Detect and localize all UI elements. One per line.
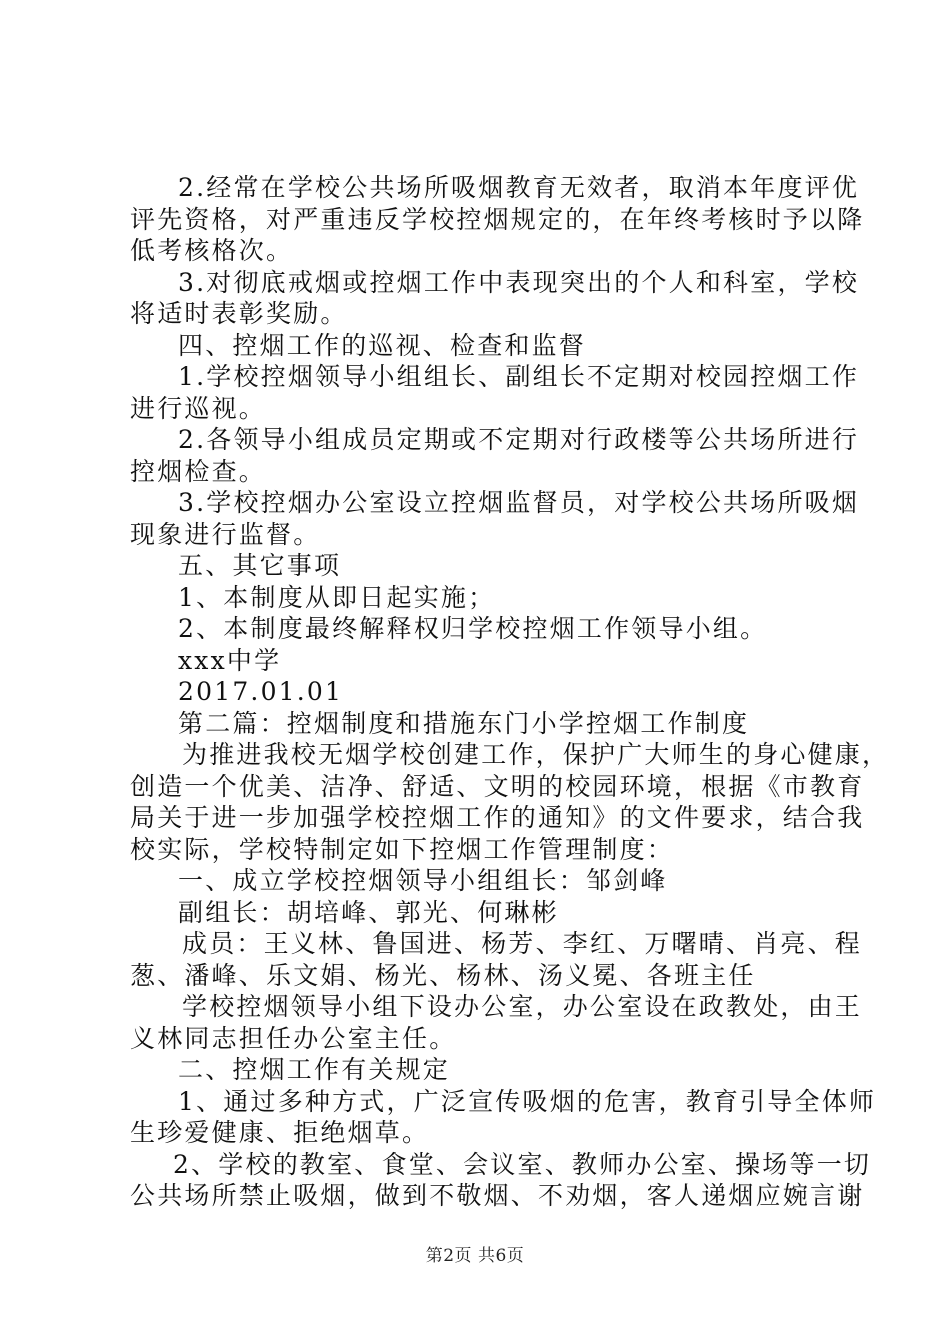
document-line: 为推进我校无烟学校创建工作，保护广大师生的身心健康，: [182, 740, 890, 769]
document-line: 学校控烟领导小组下设办公室，办公室设在政教处，由王: [182, 992, 863, 1021]
document-line: 创造一个优美、洁净、舒适、文明的校园环境，根据《市教育: [130, 771, 865, 801]
document-line: xxx中学: [178, 645, 282, 675]
document-line: 2.经常在学校公共场所吸烟教育无效者，取消本年度评优: [178, 173, 860, 202]
document-line: 1、通过多种方式，广泛宣传吸烟的危害，教育引导全体师: [178, 1086, 877, 1116]
document-line: 3.对彻底戒烟或控烟工作中表现突出的个人和科室，学校: [178, 267, 860, 297]
document-line: 1.学校控烟领导小组组长、副组长不定期对校园控烟工作: [178, 362, 860, 391]
document-line: 公共场所禁止吸烟，做到不敬烟、不劝烟，客人递烟应婉言谢: [130, 1181, 865, 1210]
document-line: 2、学校的教室、食堂、会议室、教师办公室、操场等一切: [173, 1149, 872, 1179]
page-footer: 第2页 共6页: [425, 1246, 525, 1266]
document-line: 2.各领导小组成员定期或不定期对行政楼等公共场所进行: [178, 425, 860, 454]
document-line: 现象进行监督。: [130, 519, 321, 549]
document-line: 生珍爱健康、拒绝烟草。: [130, 1118, 430, 1147]
document-line: 3.学校控烟办公室设立控烟监督员，对学校公共场所吸烟: [178, 488, 860, 517]
document-line: 2017.01.01: [178, 677, 344, 706]
document-line: 四、控烟工作的巡视、检查和监督: [178, 330, 587, 360]
document-line: 二、控烟工作有关规定: [178, 1055, 451, 1084]
document-line: 第二篇：控烟制度和措施东门小学控烟工作制度: [178, 708, 750, 738]
document-line: 义林同志担任办公室主任。: [130, 1023, 457, 1053]
document-line: 一、成立学校控烟领导小组组长：邹剑峰: [178, 866, 668, 895]
document-line: 校实际，学校特制定如下控烟工作管理制度：: [130, 834, 675, 864]
document-line: 控烟检查。: [130, 456, 267, 486]
document-body: [130, 172, 890, 1212]
document-line: 2、本制度最终解释权归学校控烟工作领导小组。: [178, 614, 768, 643]
document-line: 局关于进一步加强学校控烟工作的通知》的文件要求，结合我: [130, 803, 865, 832]
document-line: 评先资格，对严重违反学校控烟规定的，在年终考核时予以降: [130, 204, 865, 234]
document-line: 成员：王义林、鲁国进、杨芳、李红、万曙晴、肖亮、程: [182, 929, 863, 958]
document-line: 葱、潘峰、乐文娟、杨光、杨林、汤义冕、各班主任: [130, 960, 756, 990]
document-line: 进行巡视。: [130, 393, 267, 423]
document-line: 1、本制度从即日起实施；: [178, 582, 496, 612]
document-line: 将适时表彰奖励。: [130, 299, 348, 328]
document-line: 副组长：胡培峰、郭光、何琳彬: [178, 897, 559, 927]
document-line: 低考核格次。: [130, 236, 294, 265]
document-line: 五、其它事项: [178, 551, 342, 580]
